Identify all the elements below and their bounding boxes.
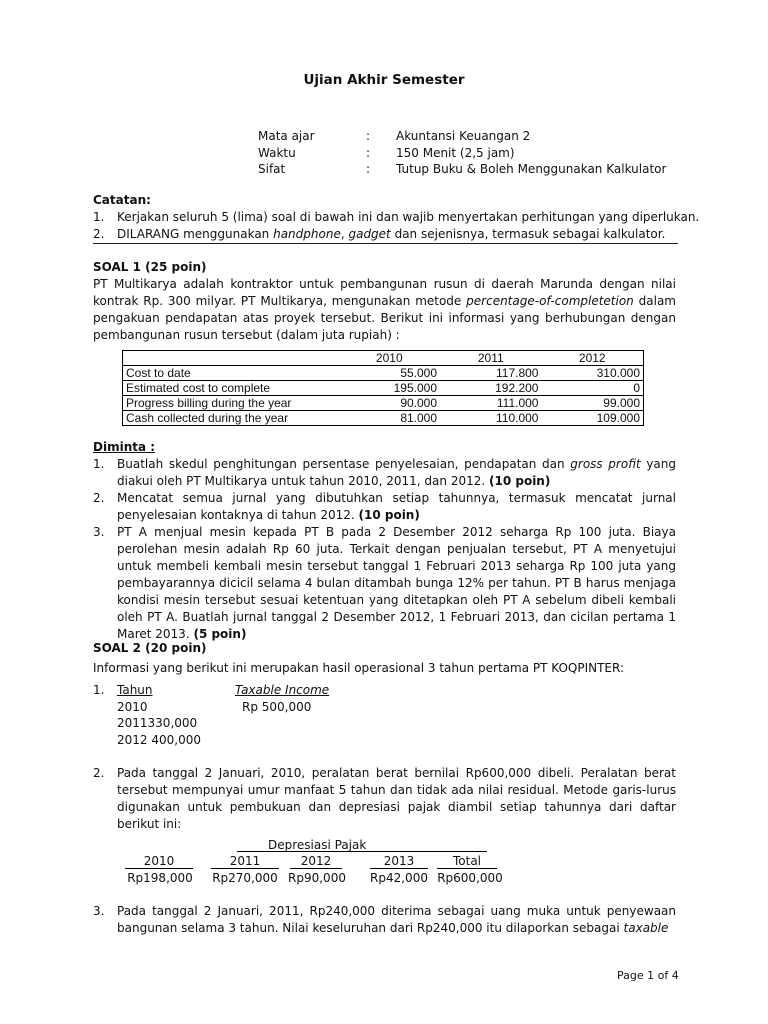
soal2-heading: SOAL 2 (20 poin) [93,641,207,655]
list-row [93,682,329,699]
text-run-italic: taxable [623,921,669,935]
meta-label: Waktu [258,145,296,160]
points-label: (10 poin) [358,508,420,522]
depresiasi-divider [237,851,487,852]
table-cell: 99.000 [541,396,643,411]
value-cell: Rp 500,000 [242,699,312,714]
horizontal-rule [93,243,678,244]
catatan-heading: Catatan: [93,193,151,207]
meta-row [258,128,718,145]
soal1-section [93,259,676,344]
meta-colon: : [366,129,371,144]
row-label: Progress billing during the year [123,396,339,411]
text-run: PT Multikarya adalah kontraktor untuk pembangunan rusun di daerah Marunda dengan nilai kontrak Rp. 300 milyar. PT Multikarya, mengunakan metode [93,277,676,308]
item-number: 1. [93,683,105,697]
question-item [93,490,676,524]
meta-row [258,145,718,162]
table-cell: 55.000 [339,366,440,381]
question-item [93,456,676,490]
column-header: 2011 [477,351,504,365]
page-title: Ujian Akhir Semester [303,72,465,88]
question-item [93,765,676,833]
catatan-item [93,209,700,226]
text-run: dalam pengakuan pendapatan atas proyek tersebut. Berikut ini informasi yang berhubungan dengan pembangunan rusun tersebut (dalam juta rupiah) : [93,294,676,342]
column-header: 2012 [290,854,342,869]
table-cell: 110.000 [440,411,541,426]
table-cell: Rp600,000 [437,871,503,885]
table-row [123,411,644,426]
points-label: (5 poin) [193,627,247,641]
table-cell: Rp42,000 [370,871,428,885]
table-cell: 81.000 [339,411,440,426]
table-cell: 310.000 [541,366,643,381]
table-cell: Rp270,000 [212,871,278,885]
text-run: Mencatat semua jurnal yang dibutuhkan setiap tahunnya, termasuk mencatat jurnal penyelesaian kontaknya di tahun 2012. [117,491,676,522]
soal2-item2 [93,765,676,833]
list-row [93,715,329,732]
column-header: 2013 [370,854,428,869]
meta-value: Akuntansi Keuangan 2 [396,129,531,144]
item-number [93,715,117,732]
meta-label: Sifat [258,162,286,177]
points-label: (10 poin) [489,474,551,488]
table-cell: 109.000 [541,411,643,426]
item-text [117,524,676,643]
depresiasi-heading: Depresiasi Pajak [268,838,367,852]
text-run-italic: percentage-of-completetion [466,294,634,308]
soal1-heading: SOAL 1 (25 poin) [93,260,207,274]
meta-colon: : [366,145,371,160]
item-number: 2. [93,766,105,780]
table-row [123,366,644,381]
item-text [117,490,676,524]
item-text: Kerjakan seluruh 5 (lima) soal di bawah ini dan wajib menyertakan perhitungan yang diperlukan. [117,210,700,224]
table-header-row [123,351,644,366]
list-row [93,732,329,749]
row-label: Cost to date [123,366,339,381]
exam-meta [258,128,718,178]
item-text [117,903,676,937]
meta-value: Tutup Buku & Boleh Menggunakan Kalkulator [396,162,667,177]
year-value-cell: 2012 400,000 [117,732,201,747]
row-label: Cash collected during the year [123,411,339,426]
column-header: 2011 [211,854,279,869]
text-run: DILARANG menggunakan [117,227,274,241]
column-header: Total [437,854,497,869]
text-run: PT A menjual mesin kepada PT B pada 2 Desember 2012 seharga Rp 100 juta. Biaya perolehan mesin adalah Rp 60 juta. Terkait dengan penjualan tersebut, PT A menyetujui untuk membeli kembali mesin tersebut tanggal 1 Februari 2013 seharga Rp 100 juta yang pembayarannya dicicil selama 4 bulan ditambah bunga 12% per tahun. PT B harus menjaga kondisi mesin tersebut sesuai ketentuan yang ditetapkan oleh PT A sebelum dibeli kembali oleh PT A. Buatlah jurnal tanggal 2 Desember 2012, 1 Februari 2013, dan cicilan pertama 1 Maret 2013. [117,525,676,641]
soal1-data-table [122,350,644,426]
taxable-income-list [93,682,329,748]
meta-row [258,161,718,178]
question-item [93,903,676,937]
table-cell: 90.000 [339,396,440,411]
table-cell: 195.000 [339,381,440,396]
text-run: yang diakui oleh PT Multikarya untuk tahun 2010, 2011, dan 2012. [117,457,676,488]
year-value-cell: 2011330,000 [117,716,198,730]
table-row [123,396,644,411]
item-number: 2. [93,491,105,505]
list-row [93,699,329,716]
table-cell: 111.000 [440,396,541,411]
text-run: , [340,227,349,241]
table-row [123,381,644,396]
meta-label: Mata ajar [258,129,315,144]
item-number: 3. [93,525,105,539]
column-header: 2010 [125,854,193,869]
column-header: Taxable Income [235,683,330,697]
text-run-italic: gadget [348,227,391,241]
column-header: 2012 [578,351,606,365]
item-number [93,732,117,749]
question-item [93,524,676,643]
meta-value: 150 Menit (2,5 jam) [396,145,515,160]
item-number [93,699,117,716]
meta-colon: : [366,162,371,177]
diminta-section [93,439,676,643]
catatan-item [93,226,676,243]
soal2-item3 [93,903,676,937]
table-cell: 0 [541,381,643,396]
text-run-italic: gross profit [570,457,641,471]
item-number: 3. [93,904,105,918]
diminta-heading: Diminta : [93,440,156,454]
column-header: 2010 [375,351,403,365]
table-cell [123,351,339,366]
soal2-intro: Informasi yang berikut ini merupakan hasil operasional 3 tahun pertama PT KOQPINTER: [93,661,625,675]
table-cell: 192.200 [440,381,541,396]
table-cell: Rp90,000 [288,871,346,885]
text-run-italic: handphone [273,227,341,241]
page-number: Page 1 of 4 [617,969,679,982]
text-run: dan sejenisnya, termasuk sebagai kalkulator. [390,227,666,241]
catatan-section [93,192,700,243]
column-header: Tahun [117,683,153,697]
item-number: 2. [93,227,105,241]
table-cell: Rp198,000 [127,871,193,885]
text-run: Pada tanggal 2 Januari, 2011, Rp240,000 diterima sebagai uang muka untuk penyewaan bangunan selama 3 tahun. Nilai keseluruhan dari Rp240,000 itu dilaporkan sebagai [117,904,676,935]
item-number: 1. [93,210,105,224]
item-text: Pada tanggal 2 Januari, 2010, peralatan berat bernilai Rp600,000 dibeli. Peralatan berat tersebut mempunyai umur manfaat 5 tahun dan tidak ada nilai residual. Metode garis-lurus digunakan untuk pembukuan dan depresiasi pajak diambil setiap tahunnya dari daftar berikut ini: [117,766,676,831]
text-run: Buatlah skedul penghitungan persentase penyelesaian, pendapatan dan [117,457,571,471]
item-text [117,226,676,243]
row-label: Estimated cost to complete [123,381,339,396]
depresiasi-table [110,854,510,890]
item-text [117,456,676,490]
item-number: 1. [93,457,105,471]
year-cell: 2010 [117,699,148,714]
table-cell: 117.800 [440,366,541,381]
soal2-section [93,640,676,677]
soal1-paragraph [93,276,676,344]
